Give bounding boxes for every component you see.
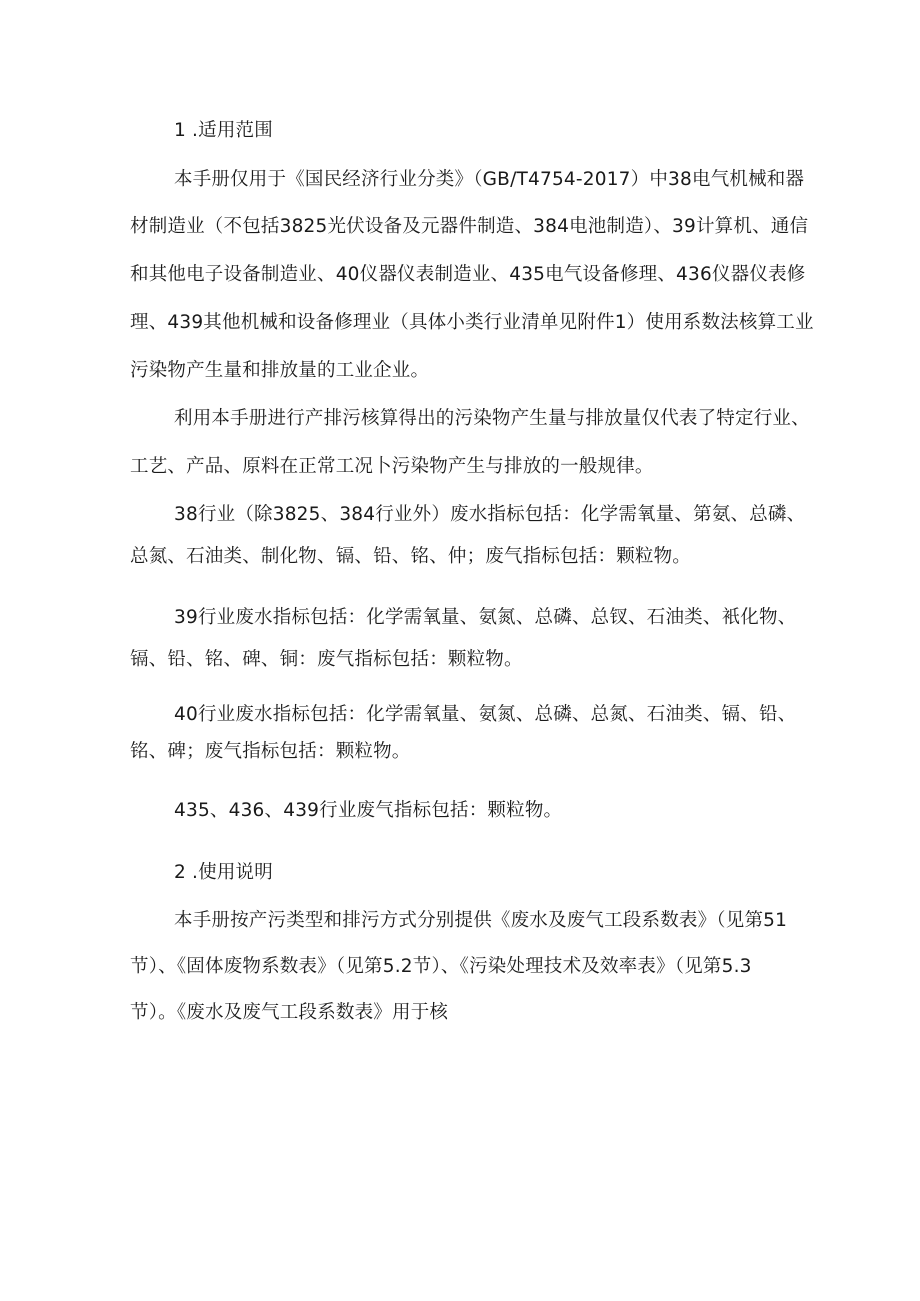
section1-para3-line2: 总氮、石油类、制化物、镉、铅、铭、仲；废气指标包括：颗粒物。 xyxy=(130,546,692,567)
section1-para1-line1: 本手册仅用于《国民经济行业分类》（GB/T4754-2017）中38电气机械和器 xyxy=(174,169,805,190)
section2-para1-line1: 本手册按产污类型和排污方式分别提供《废水及废气工段系数表》（见第51 xyxy=(174,910,788,931)
section1-para1-line2: 材制造业（不包括3825光伏设备及元器件制造、384电池制造）、39计算机、通信 xyxy=(130,216,809,237)
section1-para4-line1: 39行业废水指标包括：化学需氧量、氨氮、总磷、总钗、石油类、衹化物、 xyxy=(174,607,797,628)
section2-para1-line2: 节）、《固体废物系数表》（见第5.2节）、《污染处理技术及效率表》（见第5.3 xyxy=(130,956,752,977)
section1-para6-line1: 435、436、439行业废气指标包括：颗粒物。 xyxy=(174,800,563,821)
section1-para1-line5: 污染物产生量和排放量的工业企业。 xyxy=(130,360,430,381)
section1-para1-line3: 和其他电子设备制造业、40仪器仪表制造业、435电气设备修理、436仪器仪表修 xyxy=(130,264,806,285)
section1-para2-line2: 工艺、产品、原料在正常工况卜污染物产生与排放的一般规律。 xyxy=(130,456,654,477)
section1-para2-line1: 利用本手册进行产排污核算得出的污染物产生量与排放量仅代表了特定行业、 xyxy=(174,408,810,429)
section1-para3-line1: 38行业（除3825、384行业外）废水指标包括：化学需氧量、第氨、总磷、 xyxy=(174,504,806,525)
section1-para4-line2: 镉、铅、铭、碑、铜：废气指标包括：颗粒物。 xyxy=(130,649,523,670)
section2-para1-line3: 节）。《废水及废气工段系数表》用于核 xyxy=(130,1002,449,1023)
section1-para5-line2: 铭、碑；废气指标包括：颗粒物。 xyxy=(130,741,411,762)
section1-para1-line4: 理、439其他机械和设备修理业（具体小类行业清单见附件1）使用系数法核算工业 xyxy=(130,312,814,333)
section1-para5-line1: 40行业废水指标包括：化学需氧量、氨氮、总磷、总氮、石油类、镉、铅、 xyxy=(174,704,797,725)
section2-heading: 2 .使用说明 xyxy=(174,862,273,883)
section1-heading: 1 .适用范围 xyxy=(174,120,273,141)
